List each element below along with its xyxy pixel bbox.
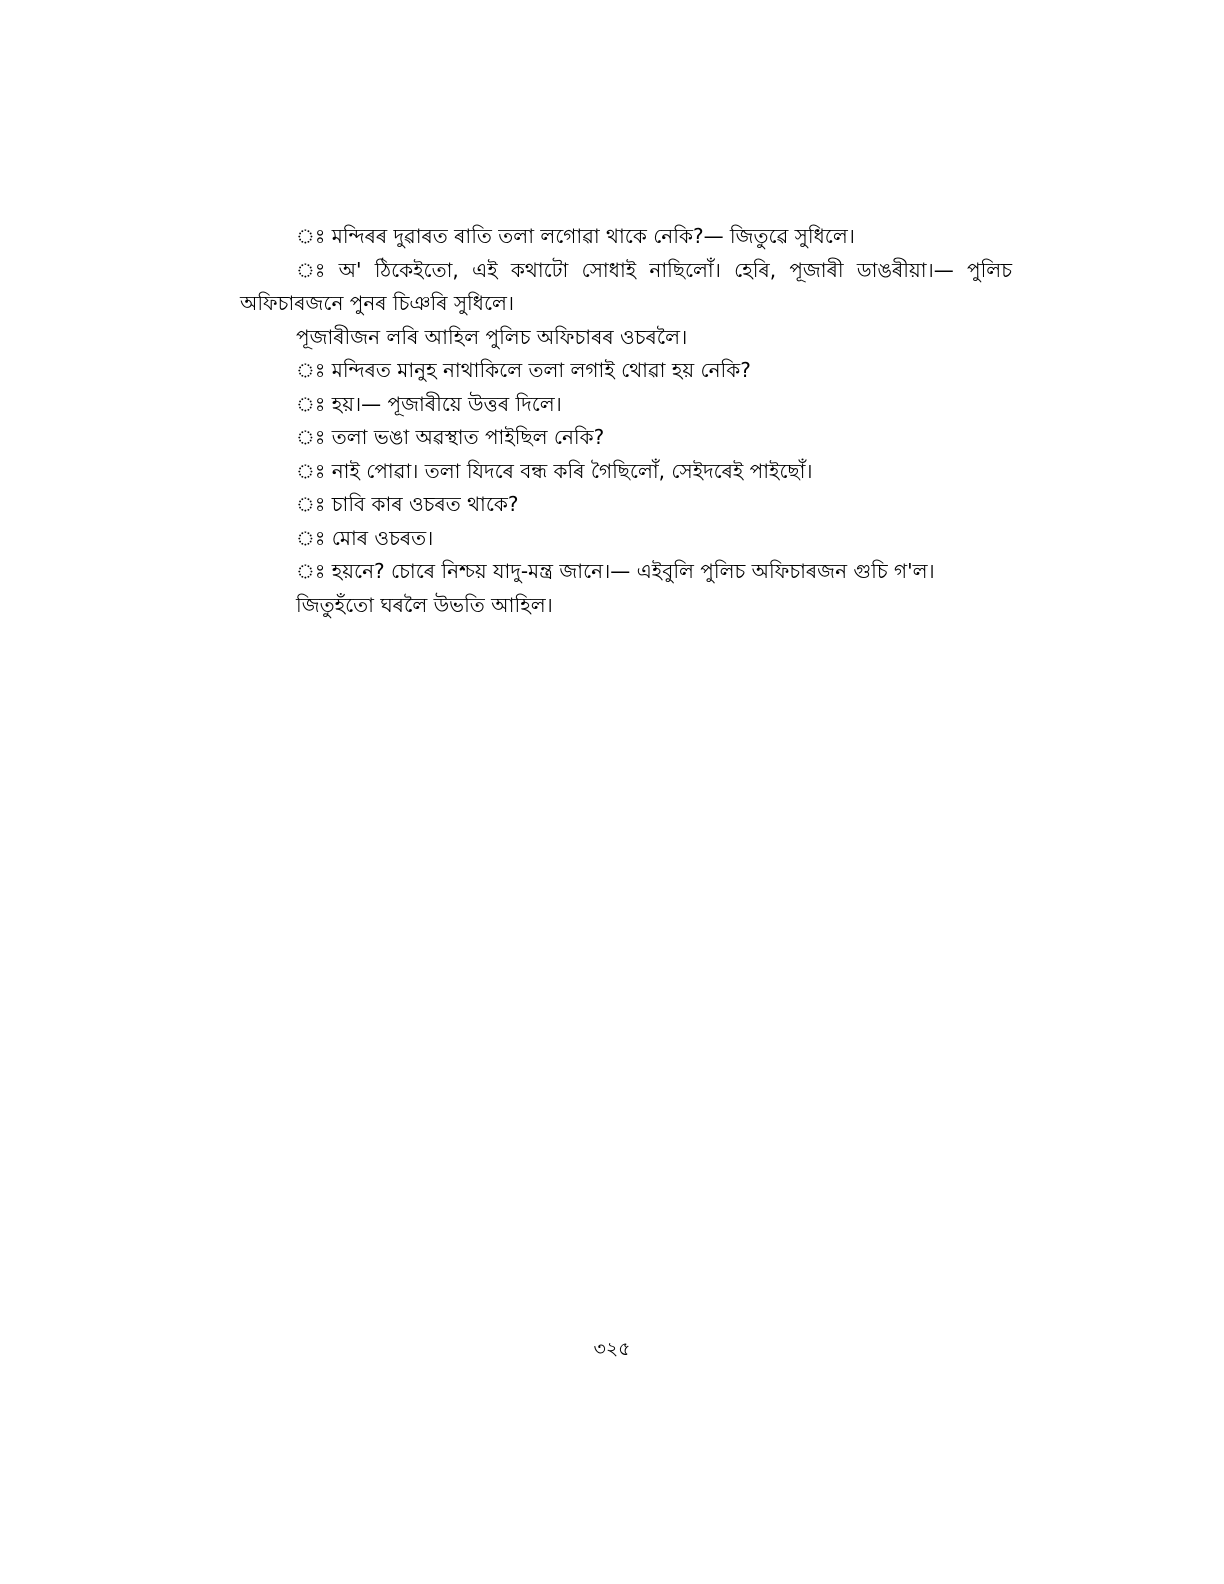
paragraph-9: ঃ মোৰ ওচৰত। (296, 525, 434, 550)
paragraph-4: ঃ মন্দিৰত মানুহ নাথাকিলে তলা লগাই থোৱা হয় নেকি? (296, 358, 751, 382)
paragraph-10: ঃ হয়নে? চোৰে নিশ্চয় যাদু-মন্ত্ৰ জানে।— এইবুলি পুলিচ অফিচাৰজন গুচি গ'ল। (296, 559, 935, 583)
page-number: ৩২৫ (593, 1338, 631, 1360)
paragraph-11: জিতুহঁতো ঘৰলৈ উভতি আহিল। (296, 592, 553, 617)
paragraph-8: ঃ চাবি কাৰ ওচৰত থাকে? (296, 492, 519, 516)
body-text (240, 220, 1012, 622)
paragraph-3: পূজাৰীজন লৰি আহিল পুলিচ অফিচাৰৰ ওচৰলৈ। (296, 324, 688, 349)
paragraph-5: ঃ হয়।— পূজাৰীয়ে উত্তৰ দিলে। (296, 391, 562, 416)
paragraph-2: ঃ অ' ঠিকেইতো, এই কথাটো সোধাই নাছিলোঁ। হেৰি, পূজাৰী ডাঙৰীয়া।— পুলিচ অফিচাৰজনে পুনৰ চিঞৰি সুধিলে। (240, 257, 1012, 315)
paragraph-7: ঃ নাই পোৱা। তলা যিদৰে বন্ধ কৰি গৈছিলোঁ, সেইদৰেই পাইছোঁ। (296, 458, 813, 483)
paragraph-6: ঃ তলা ভঙা অৱস্থাত পাইছিল নেকি? (296, 425, 605, 449)
paragraph-1: ঃ মন্দিৰৰ দুৱাৰত ৰাতি তলা লগোৱা থাকে নেকি?— জিতুৱে সুধিলে। (296, 224, 855, 248)
